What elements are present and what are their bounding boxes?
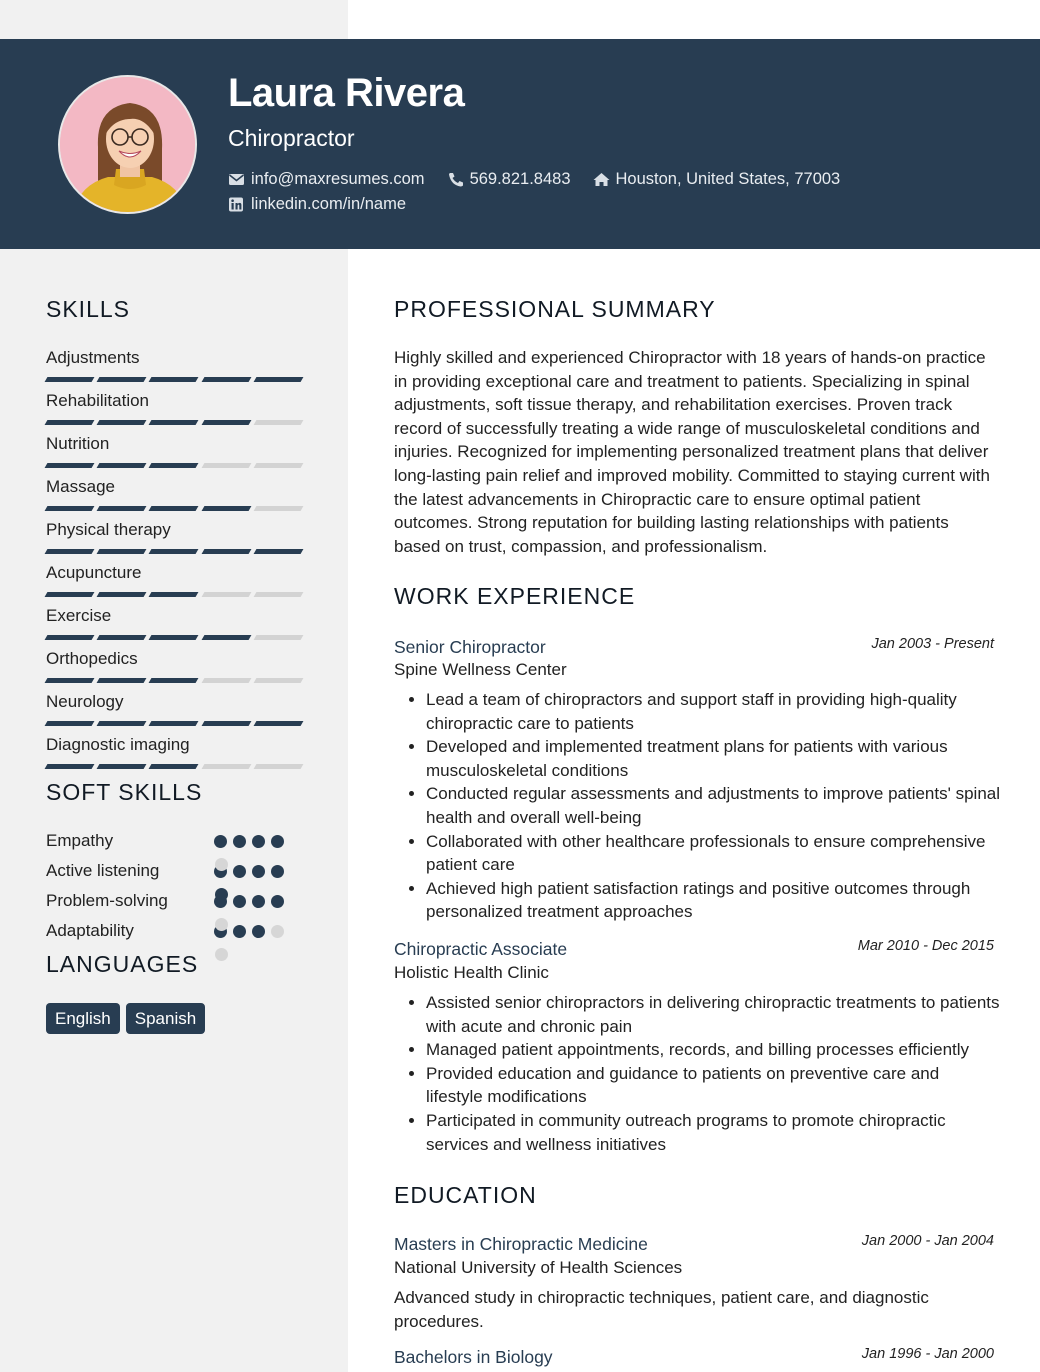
list-item: • Lead a team of chiropractors and support staff in providing high-quality chiropractic care to patients	[426, 688, 1000, 735]
skill-level-segment	[201, 549, 251, 554]
skill-level-bar	[46, 420, 302, 425]
skill-name: Nutrition	[46, 434, 110, 453]
skill-level-segment	[45, 463, 95, 468]
skill-level-segment	[97, 678, 147, 683]
education-heading: EDUCATION	[394, 1182, 537, 1208]
skill-level-segment	[253, 420, 303, 425]
phone-text: 569.821.8483	[469, 170, 571, 188]
skill-level-segment	[149, 463, 199, 468]
skill-level-segment	[149, 506, 199, 511]
rating-dot	[271, 925, 284, 938]
skill-level-bar	[46, 549, 302, 554]
experience-heading: WORK EXPERIENCE	[394, 583, 636, 609]
skill-level-segment	[45, 721, 95, 726]
degree-title: Masters in Chiropractic Medicine	[394, 1234, 648, 1254]
rating-dot	[215, 948, 228, 961]
skill-level-segment	[201, 420, 251, 425]
skill-level-segment	[201, 764, 251, 769]
skill-level-segment	[253, 463, 303, 468]
degree-description: Advanced study in chiropractic techniques, patient care, and diagnostic procedures.	[394, 1288, 929, 1331]
contact-email[interactable]	[228, 170, 425, 189]
soft-skill-name: Active listening	[46, 861, 160, 880]
candidate-name: Laura Rivera	[228, 71, 465, 115]
rating-dot	[214, 835, 227, 848]
contact-info	[228, 167, 1018, 217]
skill-level-bar	[46, 721, 302, 726]
rating-dot	[233, 865, 246, 878]
list-item: • Managed patient appointments, records, and billing processes efficiently	[426, 1038, 1000, 1062]
skill-level-segment	[201, 506, 251, 511]
rating-dot	[233, 925, 246, 938]
skill-level-segment	[97, 764, 147, 769]
rating-dot	[271, 895, 284, 908]
rating-dot	[252, 895, 265, 908]
degree-dates: Jan 1996 - Jan 2000	[861, 1346, 994, 1362]
school-name: National University of Health Sciences	[394, 1258, 683, 1277]
skill-name: Massage	[46, 477, 115, 496]
rating-dot	[233, 895, 246, 908]
skill-level-segment	[45, 678, 95, 683]
skill-level-segment	[149, 592, 199, 597]
degree-dates: Jan 2000 - Jan 2004	[861, 1233, 994, 1249]
skill-level-segment	[97, 377, 147, 382]
skill-level-segment	[149, 678, 199, 683]
skill-level-segment	[253, 506, 303, 511]
skill-level-segment	[97, 420, 147, 425]
linkedin-icon	[228, 197, 245, 212]
soft-skill-name: Problem-solving	[46, 891, 168, 910]
list-item: • Assisted senior chiropractors in delivering chiropractic treatments to patients with acute and chronic pain	[426, 991, 1000, 1038]
skill-name: Exercise	[46, 606, 112, 625]
skill-level-segment	[253, 721, 303, 726]
skill-level-segment	[201, 721, 251, 726]
skill-level-segment	[253, 377, 303, 382]
skill-level-segment	[45, 635, 95, 640]
languages-list	[46, 1003, 205, 1034]
skill-level-segment	[201, 377, 251, 382]
candidate-title: Chiropractor	[228, 125, 355, 151]
rating-dot	[215, 858, 228, 871]
skill-level-segment	[253, 678, 303, 683]
skill-name: Rehabilitation	[46, 391, 150, 410]
skill-level-segment	[253, 764, 303, 769]
degree-title: Bachelors in Biology	[394, 1347, 553, 1367]
skill-level-segment	[45, 549, 95, 554]
skill-level-bar	[46, 463, 302, 468]
rating-dot	[252, 925, 265, 938]
skill-level-segment	[97, 592, 147, 597]
job-bullets	[408, 991, 1000, 1156]
soft-skills-heading: SOFT SKILLS	[46, 779, 203, 805]
job-title: Senior Chiropractor	[394, 637, 546, 657]
skill-level-segment	[149, 549, 199, 554]
job-company: Holistic Health Clinic	[394, 963, 549, 982]
skill-level-segment	[201, 463, 251, 468]
email-text: info@maxresumes.com	[251, 170, 425, 188]
contact-location	[593, 170, 841, 189]
rating-dot	[252, 835, 265, 848]
rating-dot	[271, 835, 284, 848]
skills-heading: SKILLS	[46, 296, 130, 322]
job-bullets	[408, 688, 1000, 924]
rating-dot	[252, 865, 265, 878]
skill-name: Adjustments	[46, 348, 140, 367]
list-item: • Achieved high patient satisfaction ratings and positive outcomes through personalized treatment approaches	[426, 877, 1000, 924]
summary-heading: PROFESSIONAL SUMMARY	[394, 296, 716, 322]
list-item: • Participated in community outreach programs to promote chiropractic services and wellness initiatives	[426, 1109, 1000, 1156]
skill-name: Physical therapy	[46, 520, 171, 539]
skill-level-segment	[149, 764, 199, 769]
job-dates: Mar 2010 - Dec 2015	[857, 938, 994, 954]
language-tag: English	[46, 1003, 120, 1034]
skill-level-segment	[97, 635, 147, 640]
skill-level-segment	[149, 635, 199, 640]
skill-level-segment	[45, 506, 95, 511]
skill-name: Orthopedics	[46, 649, 138, 668]
contact-linkedin[interactable]	[228, 195, 406, 214]
soft-skill-rating	[214, 835, 284, 848]
skill-level-segment	[45, 377, 95, 382]
soft-skill-name: Empathy	[46, 831, 114, 850]
skill-level-bar	[46, 377, 302, 382]
contact-phone[interactable]	[447, 170, 571, 189]
linkedin-text: linkedin.com/in/name	[251, 195, 406, 213]
rating-dot	[215, 888, 228, 901]
skill-level-segment	[45, 592, 95, 597]
skill-level-bar	[46, 592, 302, 597]
job-dates: Jan 2003 - Present	[871, 636, 994, 652]
skill-level-segment	[149, 420, 199, 425]
skill-level-segment	[97, 721, 147, 726]
skill-level-segment	[201, 592, 251, 597]
skill-level-segment	[45, 764, 95, 769]
skill-level-bar	[46, 764, 302, 769]
language-tag: Spanish	[126, 1003, 205, 1034]
skill-level-segment	[97, 549, 147, 554]
skill-level-segment	[97, 506, 147, 511]
rating-dot	[215, 918, 228, 931]
skill-level-bar	[46, 506, 302, 511]
rating-dot	[233, 835, 246, 848]
job-company: Spine Wellness Center	[394, 660, 567, 679]
soft-skill-name: Adaptability	[46, 921, 134, 940]
skill-level-bar	[46, 678, 302, 683]
list-item: • Developed and implemented treatment plans for patients with various musculoskeletal conditions	[426, 735, 1000, 782]
phone-icon	[447, 172, 464, 187]
languages-heading: LANGUAGES	[46, 951, 199, 977]
location-text: Houston, United States, 77003	[615, 170, 841, 188]
skill-name: Diagnostic imaging	[46, 735, 190, 754]
list-item: • Provided education and guidance to patients on preventive care and lifestyle modifications	[426, 1062, 1000, 1109]
skill-level-segment	[253, 592, 303, 597]
skill-name: Acupuncture	[46, 563, 142, 582]
list-item: • Conducted regular assessments and adjustments to improve patients' spinal health and overall well-being	[426, 782, 1000, 829]
profile-photo	[58, 75, 197, 214]
skill-level-segment	[201, 678, 251, 683]
skill-level-segment	[97, 463, 147, 468]
job-title: Chiropractic Associate	[394, 939, 568, 959]
skill-level-segment	[253, 549, 303, 554]
skill-level-segment	[149, 377, 199, 382]
rating-dot	[271, 865, 284, 878]
resume-header	[0, 39, 1040, 249]
skill-level-segment	[45, 420, 95, 425]
envelope-icon	[228, 172, 245, 187]
skill-level-segment	[201, 635, 251, 640]
list-item: • Collaborated with other healthcare professionals to ensure comprehensive patient care	[426, 830, 1000, 877]
skill-level-segment	[149, 721, 199, 726]
skill-level-segment	[253, 635, 303, 640]
home-icon	[593, 172, 610, 187]
skill-name: Neurology	[46, 692, 124, 711]
summary-text: Highly skilled and experienced Chiropractor with 18 years of hands-on practice in providing exceptional care and treatment to patients. Specializing in spinal adjustments, soft tissue therapy, and rehabilitation exercises. Proven track record of successfully treating a wide range of musculoskeletal conditions and injuries. Recognized for implementing personalized treatment plans that deliver long-lasting pain relief and improved mobility. Committed to staying current with the latest advancements in Chiropractic care to ensure optimal patient outcomes. Strong reputation for building lasting relationships with patients based on trust, compassion, and professionalism.	[394, 348, 990, 556]
skill-level-bar	[46, 635, 302, 640]
